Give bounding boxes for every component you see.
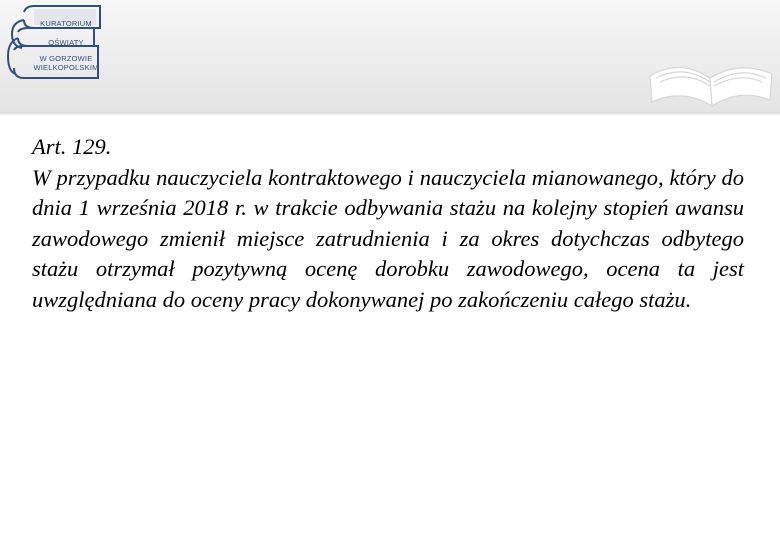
logo-line-1: KURATORIUM [40,19,92,28]
article-text: W przypadku nauczyciela kontraktowego i nauczyciela mianowanego, który do dnia 1 września 2018 r. w trakcie odbywania stażu na kolejny stopień awansu zawodowego zmienił miejsce zatrudnienia i za okres dotychczas odbytego stażu otrzymał pozytywną ocenę dorobku zawodowego, ocena ta jest uwzględniana do oceny pracy dokonywanej po zakończeniu całego stażu. [32,164,744,312]
logo-line-2: OŚWIATY [48,38,84,47]
open-book-icon [640,48,780,114]
article-content [32,132,744,315]
article-heading: Art. 129. [32,134,112,159]
logo-line-4: WIELKOPOLSKIM [33,63,99,72]
logo-line-3: W GORZOWIE [39,54,93,63]
kuratorium-logo [4,2,104,82]
